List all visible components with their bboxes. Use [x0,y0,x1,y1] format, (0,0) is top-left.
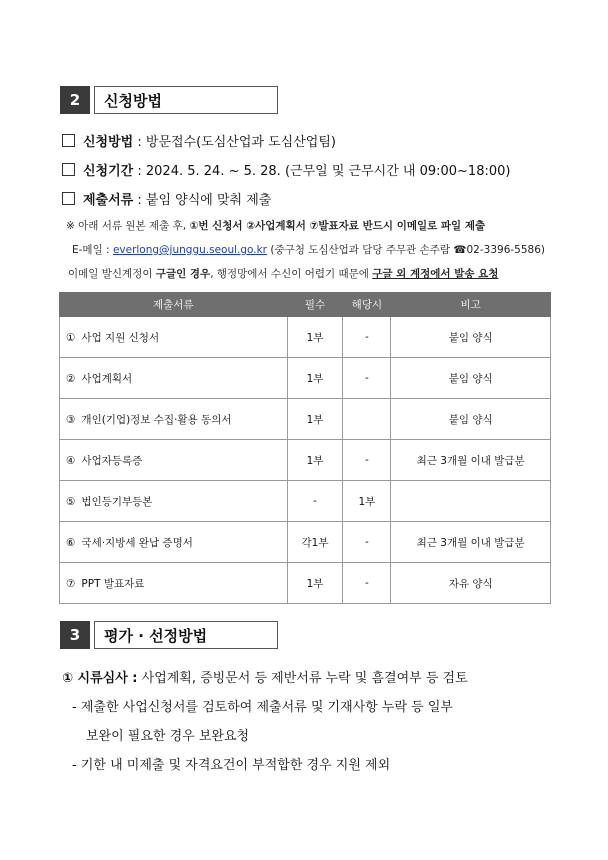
table-row: ⑦ PPT 발표자료 1부 - 자유 양식 [60,563,551,604]
doc-name: 개인(기업)정보 수집·활용 동의서 [81,413,232,426]
table-row: ⑥ 국세·지방세 완납 증명서 각1부 - 최근 3개월 이내 발급분 [60,522,551,563]
review-sub-1-cont: 보완이 필요한 경우 보완요청 [86,729,250,744]
header-conditional: 해당시 [343,293,391,317]
checkbox-icon [62,192,75,205]
section-3-header [60,621,278,649]
note-email: E-메일 : everlong@junggu.seoul.go.kr (중구청 도심산업과 담당 주무관 손주람 ☎02-3396-5586) [72,244,545,256]
doc-name: 사업자등록증 [81,454,143,467]
documents-table [59,292,551,604]
doc-name: PPT 발표자료 [81,577,145,590]
table-row: ① 사업 지원 신청서 1부 - 붙임 양식 [60,317,551,358]
section-number: 2 [60,86,90,114]
doc-name: 사업 지원 신청서 [81,331,160,344]
section-title: 신청방법 [94,86,278,114]
review-sub-2: - 기한 내 미제출 및 자격요건이 부적합한 경우 지원 제외 [72,758,391,773]
table-row: ④ 사업자등록증 1부 - 최근 3개월 이내 발급분 [60,440,551,481]
review-sub-1: - 제출한 사업신청서를 검토하여 제출서류 및 기재사항 누락 등 일부 [72,700,453,715]
section-2-header [60,86,278,114]
checkbox-icon [62,134,75,147]
doc-name: 법인등기부등본 [81,495,153,508]
table-header-row [60,293,551,317]
item-documents: 제출서류 : 붙임 양식에 맞춰 제출 [62,189,271,208]
header-remark: 비고 [391,293,551,317]
header-document: 제출서류 [60,293,288,317]
doc-name: 사업계획서 [81,372,133,385]
table-row: ③ 개인(기업)정보 수집·활용 동의서 1부 붙임 양식 [60,399,551,440]
section-title: 평가 · 선정방법 [94,621,278,649]
table-row: ⑤ 법인등기부등본 - 1부 [60,481,551,522]
section-number: 3 [60,621,90,649]
item-period: 신청기간 : 2024. 5. 24. ~ 5. 28. (근무일 및 근무시간 내 09:00~18:00) [62,160,510,179]
email-link[interactable]: everlong@junggu.seoul.go.kr [112,244,268,256]
table-row: ② 사업계획서 1부 - 붙임 양식 [60,358,551,399]
note-submission: ※ 아래 서류 원본 제출 후, ①번 신청서 ②사업계획서 ⑦발표자료 반드시 이메일로 파일 제출 [66,220,486,232]
checkbox-icon [62,163,75,176]
note-google: 이메일 발신계정이 구글인 경우, 행정망에서 수신이 어렵기 때문에 구글 외 계정에서 발송 요청 [68,268,499,280]
review-item: ① 시류심사 : 사업계획, 증빙문서 등 제반서류 누락 및 흠결여부 등 검토 [62,671,468,686]
header-required: 필수 [287,293,343,317]
doc-name: 국세·지방세 완납 증명서 [81,536,193,549]
item-method: 신청방법 : 방문접수(도심산업과 도심산업팀) [62,131,336,150]
